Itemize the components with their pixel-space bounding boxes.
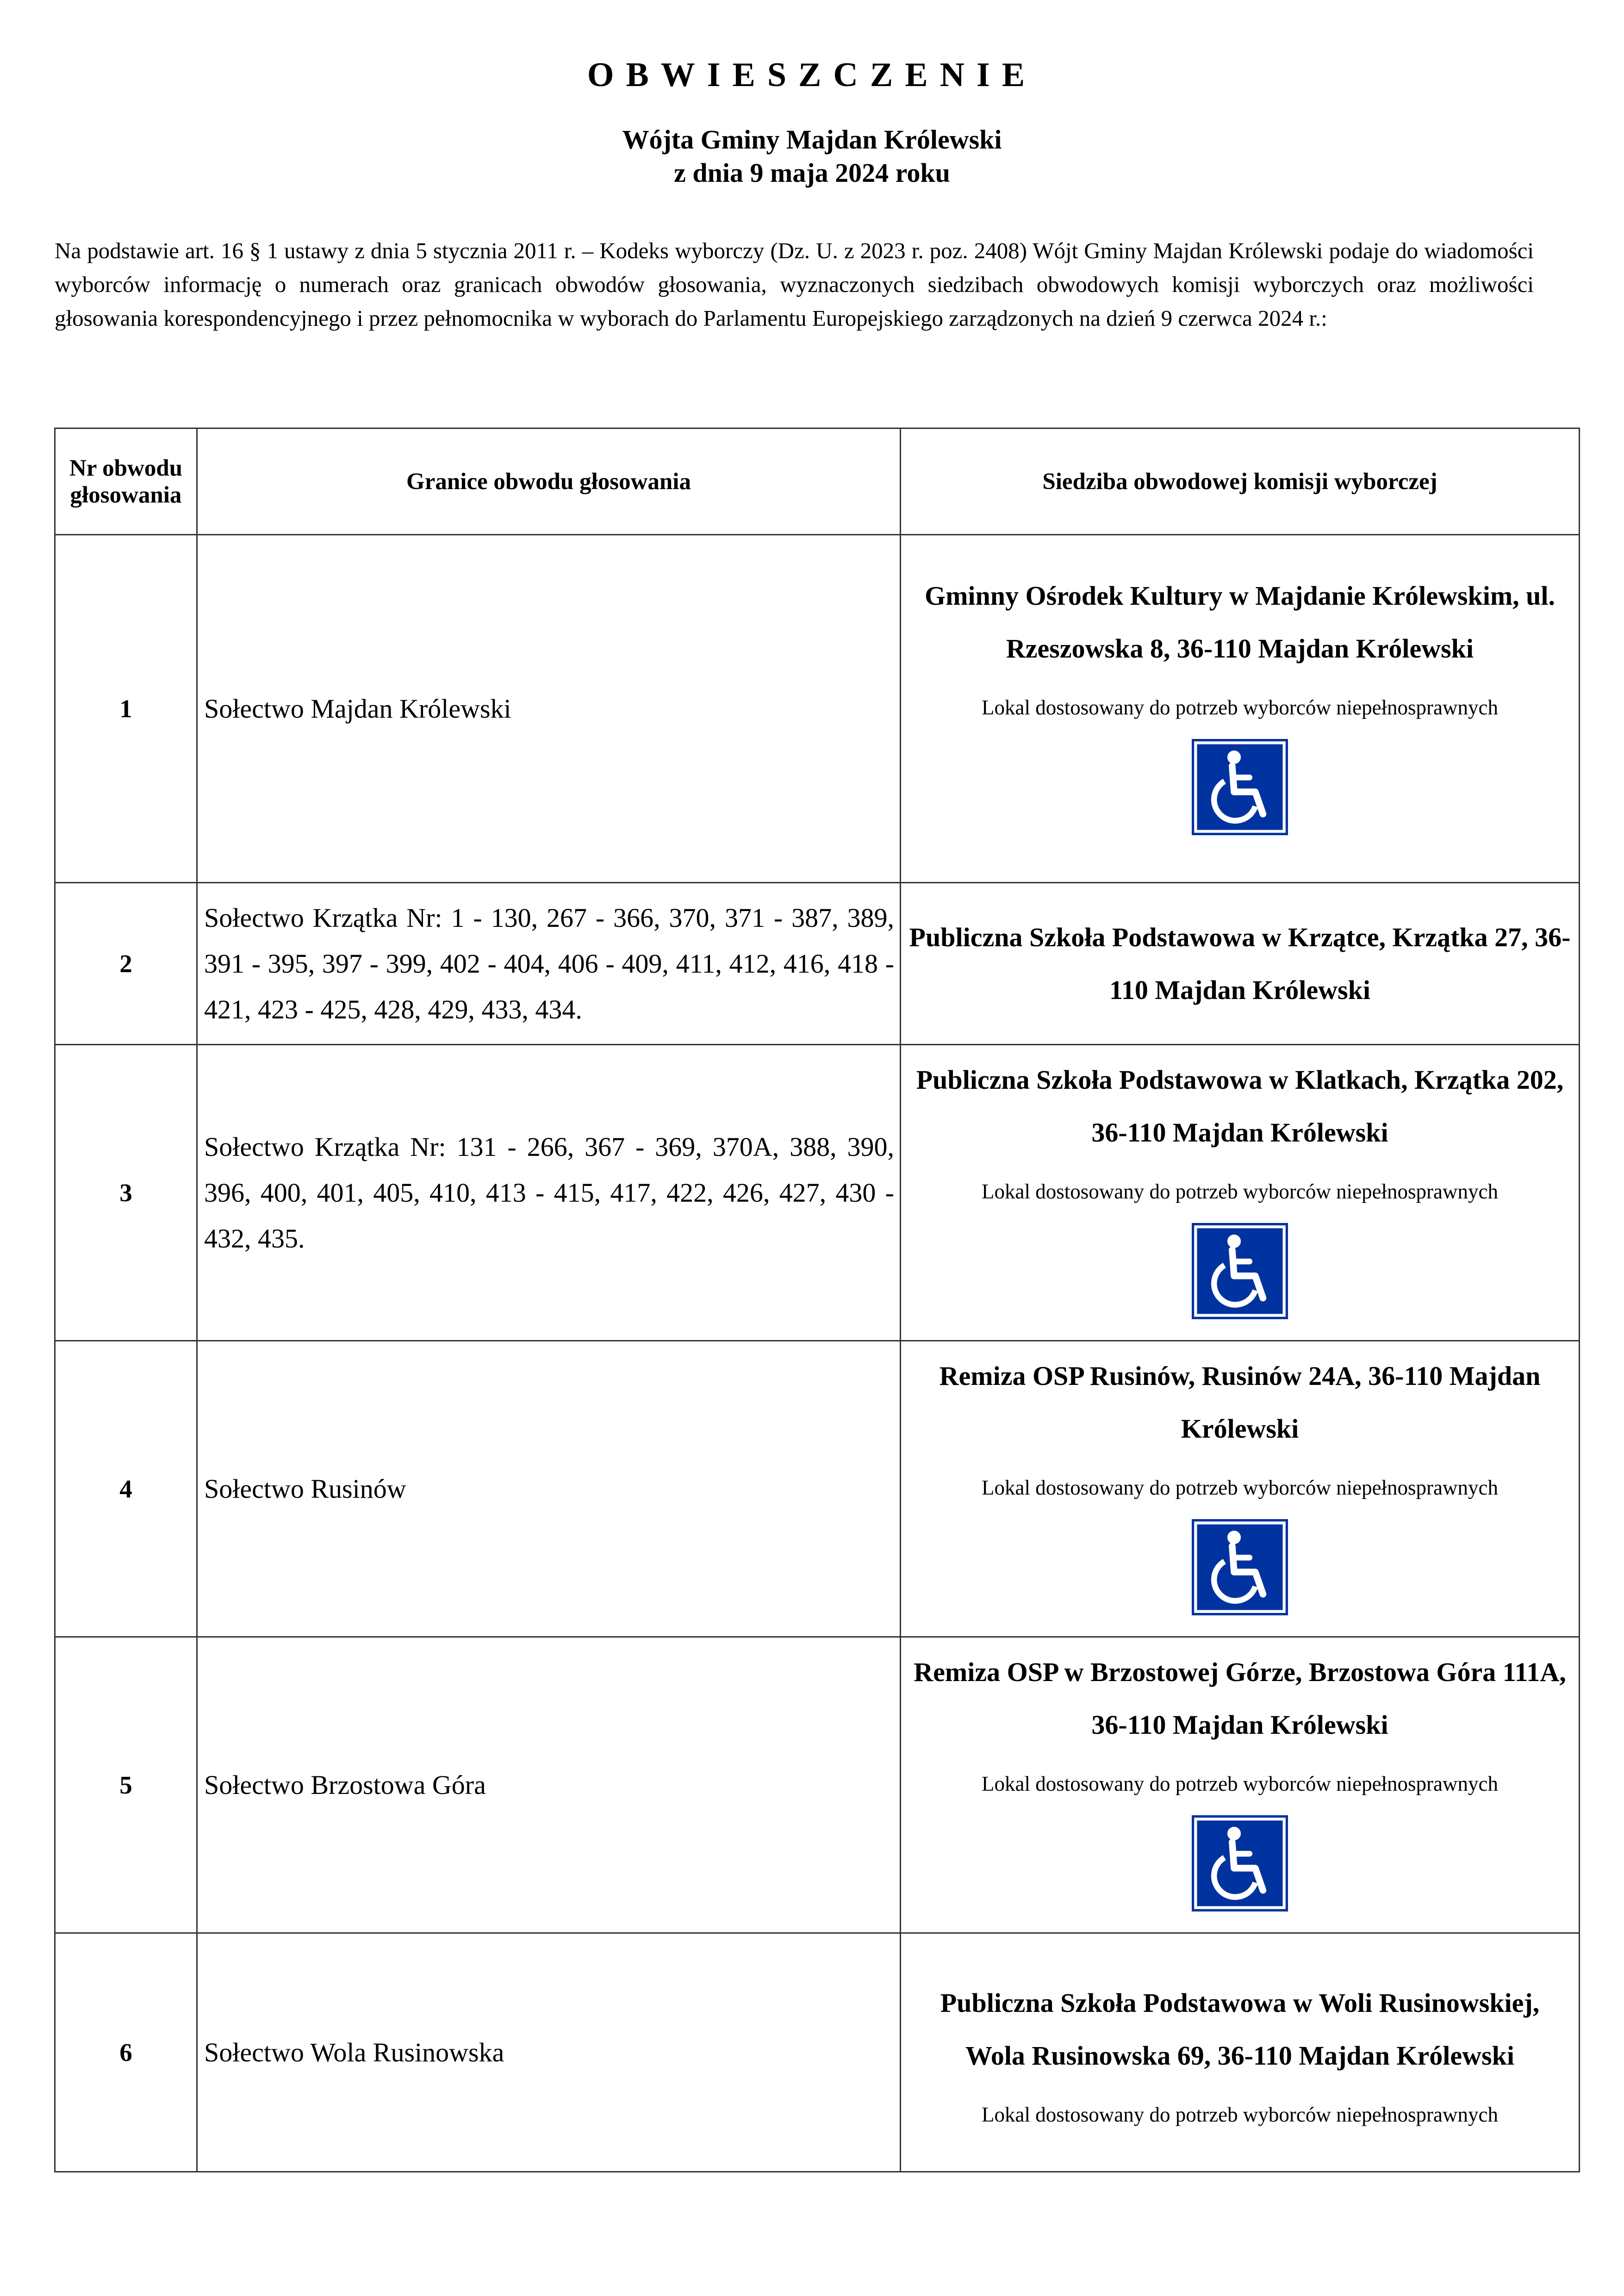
- seat-name: Remiza OSP w Brzostowej Górze, Brzostowa Góra 111A, 36-110 Majdan Królewski: [914, 1657, 1566, 1740]
- district-number: 1: [55, 535, 197, 883]
- page-subtitle-issuer: Wójta Gminy Majdan Królewski: [622, 124, 1002, 155]
- table-row: [55, 1933, 1580, 2172]
- districts-table: [54, 428, 1580, 2172]
- district-boundaries: Sołectwo Wola Rusinowska: [197, 1933, 901, 2172]
- accessible-note: Lokal dostosowany do potrzeb wyborców niepełnosprawnych: [982, 1179, 1498, 1203]
- district-boundaries: Sołectwo Brzostowa Góra: [197, 1637, 901, 1933]
- page-subtitle-date: z dnia 9 maja 2024 roku: [674, 158, 950, 188]
- table-row: [55, 883, 1580, 1045]
- table-row: [55, 535, 1580, 883]
- district-number: 5: [55, 1637, 197, 1933]
- wheelchair-icon: [1192, 1519, 1288, 1615]
- header-seat: Siedziba obwodowej komisji wyborczej: [901, 428, 1580, 535]
- district-seat: [901, 883, 1580, 1045]
- wheelchair-icon: [1192, 739, 1288, 835]
- district-number: 4: [55, 1341, 197, 1637]
- header-number: Nr obwodu głosowania: [55, 428, 197, 535]
- district-boundaries: Sołectwo Rusinów: [197, 1341, 901, 1637]
- header-boundaries: Granice obwodu głosowania: [197, 428, 901, 535]
- accessible-note: Lokal dostosowany do potrzeb wyborców niepełnosprawnych: [982, 695, 1498, 719]
- accessible-note: Lokal dostosowany do potrzeb wyborców niepełnosprawnych: [982, 1476, 1498, 1499]
- district-seat: [901, 1637, 1580, 1933]
- seat-name: Gminny Ośrodek Kultury w Majdanie Królewskim, ul. Rzeszowska 8, 36-110 Majdan Królewski: [924, 580, 1556, 664]
- seat-name: Publiczna Szkoła Podstawowa w Woli Rusinowskiej, Wola Rusinowska 69, 36-110 Majdan Królewski: [940, 1987, 1540, 2071]
- district-boundaries: Sołectwo Majdan Królewski: [197, 535, 901, 883]
- table-row: [55, 1341, 1580, 1637]
- district-boundaries: Sołectwo Krzątka Nr: 1 - 130, 267 - 366, 370, 371 - 387, 389, 391 - 395, 397 - 399, 402 - 404, 406 - 409, 411, 412, 416, 418 - 421, 423 - 425, 428, 429, 433, 434.: [197, 883, 901, 1045]
- district-number: 3: [55, 1045, 197, 1341]
- accessible-note: Lokal dostosowany do potrzeb wyborców niepełnosprawnych: [982, 2103, 1498, 2126]
- district-number: 6: [55, 1933, 197, 2172]
- wheelchair-icon: [1192, 1223, 1288, 1319]
- page-title: OBWIESZCZENIE: [587, 56, 1037, 94]
- district-seat: [901, 1341, 1580, 1637]
- district-seat: [901, 1933, 1580, 2172]
- district-seat: [901, 1045, 1580, 1341]
- table-header-row: [55, 428, 1580, 535]
- intro-paragraph: Na podstawie art. 16 § 1 ustawy z dnia 5 stycznia 2011 r. – Kodeks wyborczy (Dz. U. z 2023 r. poz. 2408) Wójt Gminy Majdan Królewski podaje do wiadomości wyborców informację o numerach oraz granicach obwodów głosowania, wyznaczonych siedzibach obwodowych komisji wyborczych oraz możliwości głosowania korespondencyjnego i przez pełnomocnika w wyborach do Parlamentu Europejskiego zarządzonych na dzień 9 czerwca 2024 r.:: [55, 238, 1534, 331]
- seat-name: Remiza OSP Rusinów, Rusinów 24A, 36-110 Majdan Królewski: [939, 1360, 1541, 1444]
- accessible-note: Lokal dostosowany do potrzeb wyborców niepełnosprawnych: [982, 1772, 1498, 1795]
- district-boundaries: Sołectwo Krzątka Nr: 131 - 266, 367 - 369, 370A, 388, 390, 396, 400, 401, 405, 410, 413 - 415, 417, 422, 426, 427, 430 - 432, 435.: [197, 1045, 901, 1341]
- district-seat: [901, 535, 1580, 883]
- table-row: [55, 1637, 1580, 1933]
- seat-name: Publiczna Szkoła Podstawowa w Klatkach, Krzątka 202, 36-110 Majdan Królewski: [916, 1064, 1564, 1148]
- seat-name: Publiczna Szkoła Podstawowa w Krzątce, Krzątka 27, 36-110 Majdan Królewski: [909, 922, 1571, 1005]
- district-number: 2: [55, 883, 197, 1045]
- table-row: [55, 1045, 1580, 1341]
- wheelchair-icon: [1192, 1815, 1288, 1911]
